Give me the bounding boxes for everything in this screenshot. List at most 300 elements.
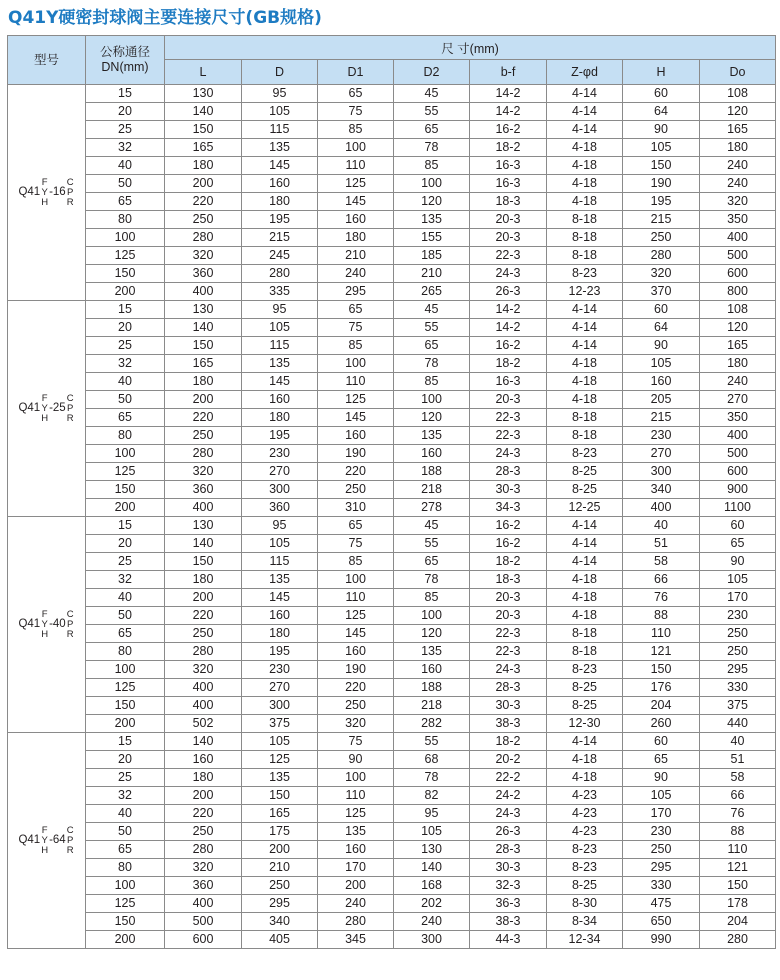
- table-row: [8, 859, 776, 877]
- dimension-cell: 66: [700, 787, 776, 805]
- dimension-cell: 75: [318, 733, 394, 751]
- table-row: [8, 175, 776, 193]
- dimension-cell: 51: [700, 751, 776, 769]
- dimension-cell: 45: [394, 85, 470, 103]
- dimension-cell: 8-34: [547, 913, 623, 931]
- dimension-cell: 280: [700, 931, 776, 949]
- dimension-cell: 121: [623, 643, 700, 661]
- dimension-cell: 4-23: [547, 787, 623, 805]
- model-material-bottom: R: [66, 844, 74, 856]
- dn-cell: 50: [86, 823, 165, 841]
- dimension-cell: 115: [242, 121, 318, 139]
- model-material-mid: P: [66, 402, 74, 414]
- dn-cell: 100: [86, 877, 165, 895]
- dimension-cell: 240: [700, 175, 776, 193]
- model-material-mid: P: [66, 186, 74, 198]
- dimension-cell: 210: [318, 247, 394, 265]
- dimension-cell: 4-18: [547, 157, 623, 175]
- dimension-cell: 135: [394, 643, 470, 661]
- dimension-cell: 4-14: [547, 733, 623, 751]
- dimension-cell: 105: [623, 355, 700, 373]
- dimension-cell: 215: [623, 211, 700, 229]
- model-seal-mid: Y: [41, 186, 48, 198]
- dimension-cell: 165: [165, 355, 242, 373]
- column-header-z-phi-d: Z-φd: [547, 60, 623, 85]
- dimension-cell: 4-14: [547, 121, 623, 139]
- dimension-cell: 78: [394, 139, 470, 157]
- dimension-cell: 58: [700, 769, 776, 787]
- model-material-bottom: R: [66, 412, 74, 424]
- model-material-top: C: [66, 608, 74, 620]
- dimension-cell: 360: [165, 481, 242, 499]
- dimension-cell: 4-23: [547, 823, 623, 841]
- dn-cell: 15: [86, 733, 165, 751]
- dn-header-line2: DN(mm): [101, 60, 149, 74]
- dimension-cell: 110: [318, 787, 394, 805]
- dimension-cell: 65: [318, 301, 394, 319]
- dimension-cell: 175: [242, 823, 318, 841]
- dimension-cell: 320: [165, 661, 242, 679]
- dn-cell: 32: [86, 571, 165, 589]
- dn-cell: 150: [86, 481, 165, 499]
- dimension-cell: 85: [318, 337, 394, 355]
- model-seal-top: F: [41, 608, 48, 620]
- dimension-cell: 280: [165, 643, 242, 661]
- dimension-cell: 60: [623, 301, 700, 319]
- dimension-cell: 245: [242, 247, 318, 265]
- dimension-cell: 135: [318, 823, 394, 841]
- dimension-cell: 400: [165, 895, 242, 913]
- model-prefix: Q41: [18, 617, 41, 630]
- dimension-cell: 18-2: [470, 553, 547, 571]
- dimension-cell: 200: [165, 787, 242, 805]
- dimension-cell: 150: [623, 157, 700, 175]
- table-row: [8, 661, 776, 679]
- dimension-cell: 16-3: [470, 373, 547, 391]
- model-cell: [8, 301, 86, 517]
- dimension-cell: 250: [318, 481, 394, 499]
- dimension-cell: 400: [700, 427, 776, 445]
- dimension-cell: 36-3: [470, 895, 547, 913]
- model-pressure: -64: [49, 833, 66, 846]
- table-row: [8, 535, 776, 553]
- dn-cell: 20: [86, 103, 165, 121]
- model-column-header: 型号: [8, 36, 86, 85]
- dimension-cell: 185: [394, 247, 470, 265]
- dimension-cell: 320: [623, 265, 700, 283]
- table-row: [8, 733, 776, 751]
- dimension-cell: 204: [700, 913, 776, 931]
- table-row: [8, 823, 776, 841]
- dn-cell: 150: [86, 265, 165, 283]
- dimension-cell: 168: [394, 877, 470, 895]
- dimension-cell: 600: [165, 931, 242, 949]
- dimension-cell: 900: [700, 481, 776, 499]
- dimension-cell: 78: [394, 355, 470, 373]
- dimension-cell: 502: [165, 715, 242, 733]
- model-pressure: -16: [49, 185, 66, 198]
- dimension-cell: 200: [165, 391, 242, 409]
- table-row: [8, 607, 776, 625]
- dimension-cell: 195: [242, 427, 318, 445]
- table-row: [8, 643, 776, 661]
- dimension-cell: 76: [623, 589, 700, 607]
- dimension-cell: 105: [242, 319, 318, 337]
- dimension-cell: 230: [623, 823, 700, 841]
- dimension-cell: 130: [165, 301, 242, 319]
- dn-header-line1: 公称通径: [99, 45, 150, 59]
- dimension-cell: 200: [242, 841, 318, 859]
- dimension-cell: 120: [700, 103, 776, 121]
- dimension-cell: 335: [242, 283, 318, 301]
- dimension-cell: 22-3: [470, 247, 547, 265]
- dimension-cell: 8-18: [547, 409, 623, 427]
- model-seal-options: [41, 178, 48, 208]
- dn-cell: 65: [86, 841, 165, 859]
- dimension-cell: 320: [165, 859, 242, 877]
- dimension-cell: 18-3: [470, 571, 547, 589]
- dn-cell: 100: [86, 229, 165, 247]
- dimension-cell: 20-3: [470, 589, 547, 607]
- dimension-cell: 240: [700, 157, 776, 175]
- model-material-bottom: R: [66, 628, 74, 640]
- dimension-cell: 300: [242, 697, 318, 715]
- table-row: [8, 337, 776, 355]
- table-row: [8, 391, 776, 409]
- dimension-cell: 110: [318, 373, 394, 391]
- dimension-cell: 26-3: [470, 283, 547, 301]
- column-header-D: D: [242, 60, 318, 85]
- dimension-cell: 66: [623, 571, 700, 589]
- dimension-cell: 180: [165, 769, 242, 787]
- dimension-cell: 220: [318, 463, 394, 481]
- dimension-cell: 155: [394, 229, 470, 247]
- dimension-cell: 20-3: [470, 607, 547, 625]
- dimension-cell: 180: [165, 373, 242, 391]
- dimension-cell: 14-2: [470, 103, 547, 121]
- dn-cell: 40: [86, 805, 165, 823]
- dimension-cell: 100: [394, 175, 470, 193]
- dimension-cell: 100: [318, 769, 394, 787]
- dn-cell: 65: [86, 409, 165, 427]
- dimension-cell: 55: [394, 733, 470, 751]
- nominal-diameter-column-header: [86, 36, 165, 85]
- model-seal-mid: Y: [41, 618, 48, 630]
- dimension-cell: 64: [623, 103, 700, 121]
- dimension-cell: 215: [242, 229, 318, 247]
- dimension-cell: 85: [394, 157, 470, 175]
- dimension-cell: 95: [394, 805, 470, 823]
- dimension-cell: 140: [165, 535, 242, 553]
- dimension-cell: 200: [165, 589, 242, 607]
- dimension-cell: 218: [394, 481, 470, 499]
- dn-cell: 200: [86, 931, 165, 949]
- table-row: [8, 85, 776, 103]
- dimension-cell: 8-30: [547, 895, 623, 913]
- dimension-cell: 250: [165, 211, 242, 229]
- dimension-cell: 240: [700, 373, 776, 391]
- dimension-cell: 400: [165, 283, 242, 301]
- dimension-cell: 14-2: [470, 85, 547, 103]
- dimension-cell: 16-2: [470, 121, 547, 139]
- dimension-cell: 170: [700, 589, 776, 607]
- dimension-cell: 160: [394, 445, 470, 463]
- table-row: [8, 697, 776, 715]
- dimension-cell: 65: [318, 85, 394, 103]
- dimension-cell: 24-3: [470, 661, 547, 679]
- dimension-cell: 440: [700, 715, 776, 733]
- dimension-cell: 180: [700, 355, 776, 373]
- dimension-cell: 4-18: [547, 391, 623, 409]
- dimension-cell: 270: [242, 463, 318, 481]
- dn-cell: 200: [86, 499, 165, 517]
- dimension-cell: 4-14: [547, 103, 623, 121]
- dimension-cell: 160: [242, 607, 318, 625]
- model-cell: [8, 517, 86, 733]
- table-row: [8, 787, 776, 805]
- dimension-cell: 108: [700, 85, 776, 103]
- dn-cell: 15: [86, 85, 165, 103]
- dn-cell: 25: [86, 769, 165, 787]
- dimension-cell: 4-23: [547, 805, 623, 823]
- dimension-cell: 12-34: [547, 931, 623, 949]
- dimension-cell: 68: [394, 751, 470, 769]
- dn-cell: 125: [86, 247, 165, 265]
- dimension-cell: 55: [394, 103, 470, 121]
- dimension-cell: 16-2: [470, 535, 547, 553]
- dn-cell: 32: [86, 787, 165, 805]
- dimension-cell: 188: [394, 463, 470, 481]
- dimension-cell: 375: [242, 715, 318, 733]
- dimension-cell: 8-18: [547, 211, 623, 229]
- dimension-cell: 195: [242, 643, 318, 661]
- dimension-cell: 26-3: [470, 823, 547, 841]
- dimension-cell: 218: [394, 697, 470, 715]
- table-row: [8, 877, 776, 895]
- dimension-cell: 500: [700, 247, 776, 265]
- dimension-cell: 120: [394, 409, 470, 427]
- dimension-cell: 65: [394, 553, 470, 571]
- dimension-cell: 165: [165, 139, 242, 157]
- dimension-cell: 330: [700, 679, 776, 697]
- dimension-cell: 8-23: [547, 265, 623, 283]
- dimension-cell: 4-18: [547, 373, 623, 391]
- dimension-cell: 150: [165, 121, 242, 139]
- dimension-cell: 160: [318, 427, 394, 445]
- dn-cell: 20: [86, 319, 165, 337]
- dimension-cell: 60: [623, 85, 700, 103]
- dn-cell: 40: [86, 157, 165, 175]
- model-pressure: -40: [49, 617, 66, 630]
- table-row: [8, 373, 776, 391]
- table-row: [8, 625, 776, 643]
- dimension-cell: 200: [318, 877, 394, 895]
- table-body: [8, 85, 776, 949]
- model-seal-mid: Y: [41, 402, 48, 414]
- dimension-cell: 12-23: [547, 283, 623, 301]
- dimension-cell: 8-25: [547, 679, 623, 697]
- dimension-cell: 230: [623, 427, 700, 445]
- model-prefix: Q41: [18, 833, 41, 846]
- dimension-cell: 800: [700, 283, 776, 301]
- dimension-cell: 330: [623, 877, 700, 895]
- dimension-cell: 12-30: [547, 715, 623, 733]
- table-row: [8, 589, 776, 607]
- dimension-cell: 75: [318, 535, 394, 553]
- model-material-mid: P: [66, 618, 74, 630]
- dimension-cell: 165: [700, 337, 776, 355]
- dimension-cell: 4-14: [547, 319, 623, 337]
- dimension-cell: 108: [700, 301, 776, 319]
- dimension-cell: 280: [318, 913, 394, 931]
- dimension-cell: 360: [165, 877, 242, 895]
- dimension-cell: 8-23: [547, 841, 623, 859]
- dimension-cell: 160: [623, 373, 700, 391]
- dimension-cell: 75: [318, 103, 394, 121]
- dn-cell: 65: [86, 625, 165, 643]
- dimension-cell: 360: [242, 499, 318, 517]
- dimension-cell: 115: [242, 337, 318, 355]
- dimension-cell: 165: [242, 805, 318, 823]
- dimension-cell: 145: [318, 409, 394, 427]
- dimension-cell: 295: [318, 283, 394, 301]
- dimension-cell: 45: [394, 301, 470, 319]
- table-row: [8, 769, 776, 787]
- dimension-cell: 85: [318, 553, 394, 571]
- dimension-cell: 8-18: [547, 229, 623, 247]
- table-row: [8, 139, 776, 157]
- dn-cell: 25: [86, 121, 165, 139]
- model-material-top: C: [66, 392, 74, 404]
- table-row: [8, 103, 776, 121]
- dimension-cell: 24-3: [470, 805, 547, 823]
- dimension-cell: 4-14: [547, 85, 623, 103]
- dn-cell: 32: [86, 355, 165, 373]
- dimension-cell: 20-3: [470, 229, 547, 247]
- column-header-D2: D2: [394, 60, 470, 85]
- dimension-cell: 180: [700, 139, 776, 157]
- dimension-cell: 240: [318, 265, 394, 283]
- dimension-cell: 16-2: [470, 337, 547, 355]
- dimension-cell: 400: [165, 499, 242, 517]
- dimension-cell: 295: [700, 661, 776, 679]
- dimension-cell: 282: [394, 715, 470, 733]
- table-row: [8, 751, 776, 769]
- dimension-cell: 4-14: [547, 535, 623, 553]
- dimension-cell: 8-18: [547, 643, 623, 661]
- dimension-cell: 34-3: [470, 499, 547, 517]
- table-row: [8, 193, 776, 211]
- table-row: [8, 355, 776, 373]
- dimension-cell: 4-14: [547, 553, 623, 571]
- dimension-cell: 16-2: [470, 517, 547, 535]
- dimension-cell: 4-14: [547, 517, 623, 535]
- dn-cell: 80: [86, 211, 165, 229]
- dimension-cell: 250: [165, 823, 242, 841]
- model-material-options: [67, 610, 74, 640]
- dimension-cell: 8-23: [547, 445, 623, 463]
- dimension-cell: 210: [242, 859, 318, 877]
- dimension-cell: 220: [318, 679, 394, 697]
- dimension-cell: 220: [165, 409, 242, 427]
- dimension-cell: 30-3: [470, 697, 547, 715]
- dimension-cell: 990: [623, 931, 700, 949]
- table-row: [8, 265, 776, 283]
- dimension-cell: 188: [394, 679, 470, 697]
- model-designation: [18, 394, 74, 424]
- dimension-cell: 320: [318, 715, 394, 733]
- dn-cell: 150: [86, 697, 165, 715]
- dimension-cell: 150: [165, 337, 242, 355]
- dimension-cell: 12-25: [547, 499, 623, 517]
- dimension-cell: 120: [394, 193, 470, 211]
- table-row: [8, 409, 776, 427]
- dimension-cell: 150: [242, 787, 318, 805]
- dimension-cell: 320: [700, 193, 776, 211]
- dimension-cell: 24-3: [470, 265, 547, 283]
- dimension-cell: 200: [165, 175, 242, 193]
- dimension-cell: 38-3: [470, 913, 547, 931]
- dimension-cell: 130: [394, 841, 470, 859]
- dimension-cell: 400: [623, 499, 700, 517]
- dimension-cell: 115: [242, 553, 318, 571]
- dimension-cell: 600: [700, 463, 776, 481]
- dimension-cell: 300: [623, 463, 700, 481]
- dimension-cell: 4-18: [547, 769, 623, 787]
- dimension-cell: 140: [165, 733, 242, 751]
- model-seal-bottom: H: [41, 628, 49, 640]
- dn-cell: 65: [86, 193, 165, 211]
- dimension-cell: 140: [394, 859, 470, 877]
- dimension-cell: 4-18: [547, 139, 623, 157]
- dimension-cell: 150: [165, 553, 242, 571]
- dimension-cell: 8-25: [547, 697, 623, 715]
- dimension-cell: 345: [318, 931, 394, 949]
- dimension-cell: 78: [394, 769, 470, 787]
- dimension-cell: 110: [318, 157, 394, 175]
- dimension-cell: 260: [623, 715, 700, 733]
- table-row: [8, 517, 776, 535]
- dimension-cell: 4-14: [547, 301, 623, 319]
- model-material-options: [67, 826, 74, 856]
- dimension-cell: 145: [318, 625, 394, 643]
- dimension-cell: 105: [242, 103, 318, 121]
- dimension-cell: 90: [318, 751, 394, 769]
- dimension-cell: 500: [165, 913, 242, 931]
- dn-cell: 100: [86, 661, 165, 679]
- dimension-cell: 178: [700, 895, 776, 913]
- dimension-cell: 65: [623, 751, 700, 769]
- dimension-cell: 250: [165, 427, 242, 445]
- dimension-cell: 600: [700, 265, 776, 283]
- dimension-cell: 58: [623, 553, 700, 571]
- dimension-cell: 20-2: [470, 751, 547, 769]
- dimension-cell: 32-3: [470, 877, 547, 895]
- dimension-cell: 125: [242, 751, 318, 769]
- dimension-cell: 44-3: [470, 931, 547, 949]
- table-row: [8, 553, 776, 571]
- dimension-cell: 400: [700, 229, 776, 247]
- dimension-cell: 130: [165, 517, 242, 535]
- dimension-cell: 22-3: [470, 625, 547, 643]
- dimension-cell: 65: [700, 535, 776, 553]
- dimension-cell: 105: [700, 571, 776, 589]
- dimension-cell: 125: [318, 607, 394, 625]
- table-header: [8, 36, 776, 85]
- dimension-cell: 18-3: [470, 193, 547, 211]
- dimension-cell: 140: [165, 319, 242, 337]
- dimension-cell: 22-3: [470, 409, 547, 427]
